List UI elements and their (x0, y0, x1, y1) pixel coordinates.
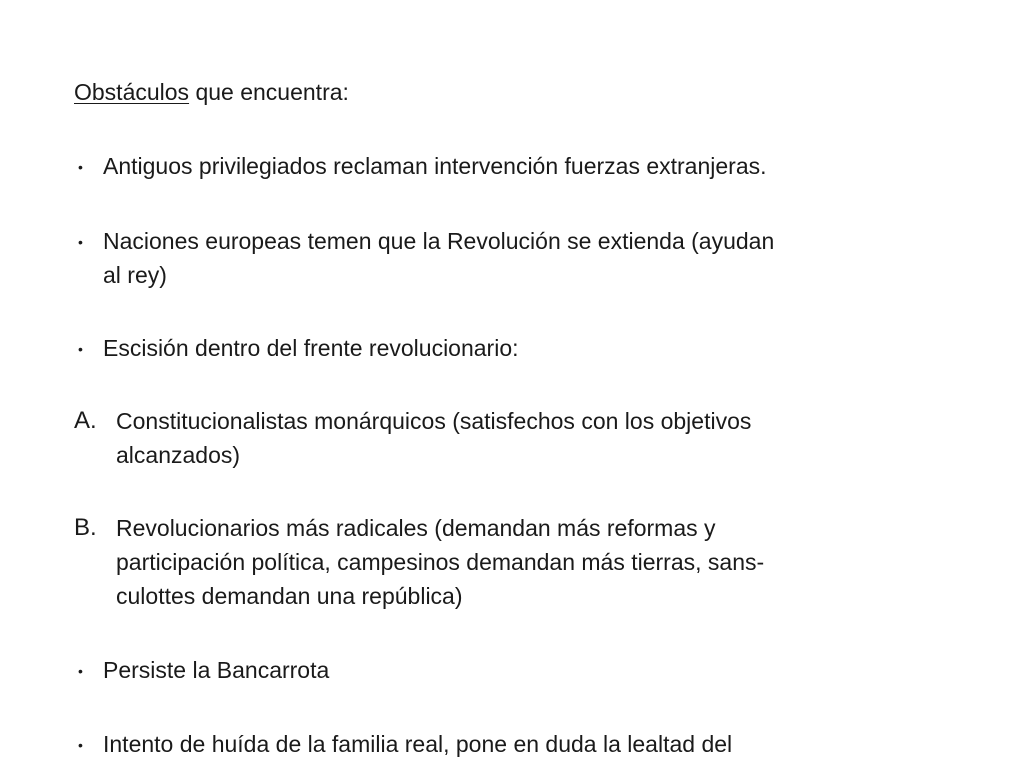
heading-rest: que encuentra: (189, 79, 349, 105)
list-item-escision (74, 331, 519, 365)
list-item-huida (74, 727, 732, 761)
list-item-text: Naciones europeas temen que la Revolución se extienda (ayudan al rey) (103, 228, 775, 288)
list-item-text: Revolucionarios más radicales (demandan más reformas y participación política, campesinos demandan más tierras, sans- culottes demandan una república) (116, 515, 765, 609)
letter-marker: A. (74, 407, 97, 434)
list-item-text: Persiste la Bancarrota (103, 657, 330, 683)
list-item-b (74, 511, 764, 613)
list-item-text: Constitucionalistas monárquicos (satisfechos con los objetivos alcanzados) (116, 408, 752, 468)
bullet-marker: • (78, 663, 83, 679)
heading-underlined-word: Obstáculos (74, 79, 190, 105)
bullet-marker: • (78, 159, 83, 175)
list-item-privilegiados (74, 149, 767, 183)
list-item-text: Escisión dentro del frente revolucionario: (103, 335, 519, 361)
list-item-naciones (74, 224, 774, 292)
letter-marker: B. (74, 514, 97, 541)
list-item-a (74, 404, 751, 472)
slide-heading (74, 78, 349, 106)
bullet-marker: • (78, 234, 83, 250)
list-item-bancarrota (74, 653, 329, 687)
bullet-marker: • (78, 341, 83, 357)
list-item-text: Antiguos privilegiados reclaman intervención fuerzas extranjeras. (103, 153, 767, 179)
bullet-marker: • (78, 737, 83, 753)
list-item-text: Intento de huída de la familia real, pone en duda la lealtad del (103, 731, 733, 757)
